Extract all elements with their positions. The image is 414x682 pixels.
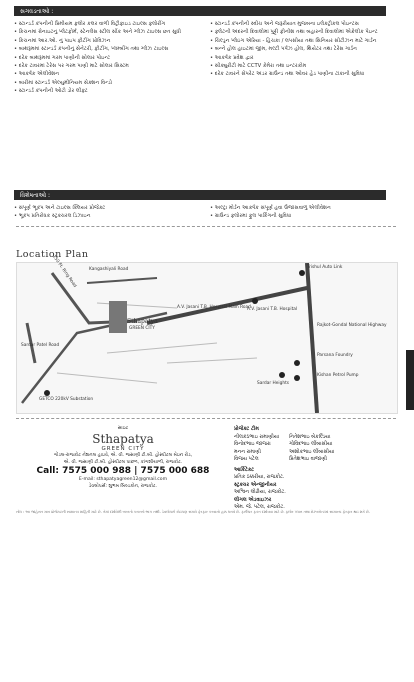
legal: એમ. જે. પટેલ, રાજકોટ.	[234, 504, 285, 510]
amenity-item: • દરેક ટાવરમાં ટેરેસ પર ગરમ પાણી માટે સોલાર સિસ્ટમ	[14, 62, 198, 70]
getco-label: GETCO 220kV Substation	[39, 397, 94, 402]
call-numbers[interactable]: Call: 7575 000 988 | 7575 000 688	[36, 466, 210, 476]
amenity-item: • બારીમાં સ્ટાન્ડર્ડ એલ્યુમીનિયમ સેક્શન વિન્ડો	[14, 79, 198, 87]
project-label: Sthapatya	[127, 318, 158, 325]
address-line-2: એ. વી. જસાણી ટી.બી. હોસ્પીટલ પાછળ, કાંગશીયાળી, રાજકોટ.	[63, 460, 183, 465]
developer: ડેવલોપર્સ: શુભમ બિલ્ડકોન, રાજકોટ.	[88, 484, 158, 489]
amenity-item: • સીક્યુરીટી માટે CCTV કેમેરા તથા ઇન્ટરકોમ	[210, 62, 386, 70]
contact-block	[16, 425, 230, 490]
amenity-item: • દરેક બાથરૂમમાં ગરમ પાણીની સોલાર પોઇન્ટ	[14, 54, 198, 62]
location-plan-title: Location Plan	[16, 249, 89, 260]
features-header: વિશેષતાઓ :	[14, 190, 386, 200]
kishan-label: Kishan Petrol Pump	[317, 373, 359, 378]
team-title: પ્રોજેક્ટ ટીમ	[234, 426, 259, 432]
amenity-item: • બાથરૂમમાં સ્ટાન્ડર્ડ કંપનીનું સેનેટરી, ફીટીંગ, પ્લમ્બીંગ તથા ગ્લેઝ ટાઇલ્સ	[14, 45, 198, 53]
amenity-item: • સ્ટાન્ડર્ડ કંપનીની પ્રિમીયમ ફ્લોર કલર વાળી વિટ્રીફાઇડ ટાઇલ્સ ફ્લોરીંગ	[14, 20, 198, 28]
amenity-item: • દરેક ટાવરને સેપરેટ અંડર ગ્રાઉન્ડ તથા ઓવર હેડ પાણીના ટાંકાની સુવિધા	[210, 70, 386, 78]
team-member: વિનોદભાઇ જાજરા	[234, 441, 271, 447]
team-member: વિજય પટેલ	[234, 456, 259, 462]
amenities-left-list	[14, 20, 198, 96]
features-right-list	[210, 204, 386, 221]
address-line-1: ગોંડલ-રાજકોટ નેશનલ હાઇવે, એ. વી. જસાણી ટી.બી. હોસ્પીટલ મેઇન રોડ,	[53, 453, 193, 458]
amenity-item: • બન્ને હોલ હાઇટમાં જીમ, મલ્ટી પર્પઝ હોલ, થિયેટર તથા ટેરેસ ગાર્ડન	[210, 45, 386, 53]
team-member: ગોવિંદભાઇ લીંબાસીયા	[289, 441, 333, 447]
feature-item: • ગ્રાઉન્ડ ફ્લોરમાં ફુલ પાર્કિંગની સુવિધા	[210, 212, 386, 220]
av-road-label: A.V. Jasani T.B. Hospital Main Road	[177, 305, 251, 310]
amenity-item: • આકર્ષક પ્રવેશ દ્વાર	[210, 54, 386, 62]
trishul-label: Trishul Auto Link	[307, 265, 343, 270]
sardar-road-label: Sardar Patel Road	[21, 343, 60, 348]
disclaimer: નોંધ : આ જાહેરાત માત્ર પ્રોજેક્ટની સામાન્ય માહિતી માટે છે. તેમાં દર્શાવેલી બાબતો કરારનો ભાગ નથી. ડેવલોપર્સ કોઇપણ સમયે ફેરફાર કરવાનો હક્ક ધરાવે છે. ફર્નીચર ફક્ત દર્શાવવા માટે છે. ફ્લોર પ્લાન તથા મેઝરમેન્ટમાં સામાન્ય ફેરફાર થઇ શકે છે.	[16, 510, 371, 514]
team-member: પ્રિતેશભાઇ વાજાણી	[289, 456, 327, 462]
divider	[16, 226, 396, 227]
site-label: સાઇટ	[117, 426, 129, 431]
nh-label: Rajkot-Gondal National Highway	[317, 323, 387, 328]
amenity-item: • આકર્ષક એલીવેશન	[14, 70, 198, 78]
amenities-header: સગવડતાઓ :	[14, 6, 386, 16]
email[interactable]: E-mail: sthapatyagreen12@gmail.com	[78, 477, 168, 482]
parsana-label: Parsana Foundry	[317, 353, 353, 358]
kangashiyali-label: Kangashiyali Road	[89, 267, 129, 272]
amenity-item: • ફ્લેટની અંદરની દિવાલોમાં પુટ્ટી ફીનીશ તથા બહારની દિવાલોમાં એક્રેલીક પેઇન્ટ	[210, 28, 386, 36]
team-block	[234, 426, 394, 512]
divider-2	[16, 418, 396, 419]
legal-title: લીગલ એડવાઇઝર	[234, 496, 272, 503]
team-member: અશોકભાઇ લીંબાસીયા	[289, 448, 335, 455]
team-member: નીલકંઠભાઇ રામાણીયા	[234, 433, 280, 440]
side-tab	[406, 350, 414, 410]
team-right-list	[289, 434, 334, 464]
hospital-label: A.V. Jasani T.B. Hospital	[247, 307, 298, 312]
ring-road-label: 150 Ft. Ring Road	[51, 254, 78, 289]
team-left-list	[234, 434, 279, 464]
project-plot	[109, 301, 127, 333]
amenity-item: • સ્ટાન્ડર્ડ કંપનીની ઓટો ડોર લીફ્ટ	[14, 87, 198, 95]
brand-name: Sthapatya	[92, 432, 154, 446]
amenities-right-list	[210, 20, 386, 79]
team-member: મનન રામાણી	[234, 448, 261, 455]
architect-title: આર્કિટેક્ટ	[234, 466, 254, 473]
feature-item: • અલ્ટ્રા મોર્ડન આકર્ષક સંપૂર્ણ હવા ઉજાસવાળું એલીવેશન	[210, 204, 386, 212]
project-sub-label: GREEN CITY	[129, 326, 155, 331]
team-member: નિતેશભાઇ બેકલ્ડિયા	[289, 433, 331, 440]
structure: અશ્વિન લોઢીયા, રાજકોટ.	[234, 489, 286, 495]
structure-title: સ્ટ્રક્ચર એન્જીનીયર	[234, 481, 277, 488]
amenity-item: • ચિલ્ડ્રન પ્લેઇંગ એરિયા - હિંચકા / લપસીયા તથા સિનિયર સીટીઝન માટે ગાર્ડન	[210, 37, 386, 45]
brand-sub: GREEN CITY	[101, 446, 145, 452]
features-left-list	[14, 204, 198, 221]
architect: પ્રતિક ઠક્કરીયા, રાજકોટ.	[234, 474, 285, 480]
amenity-item: • સ્ટાન્ડર્ડ કંપનીની સ્વીચ અને જરૂરીયાત મુજબના ઇલેક્ટ્રીકલ પોઇન્ટસ	[210, 20, 386, 28]
amenity-item: • કિચનમાં આર.ઓ. નું પાઇપ ફીટીંગ પ્રોવિઝન	[14, 37, 198, 45]
feature-item: • સંપૂર્ણ ભૂકંપ અને ટાઇલ્સ ક્લિયર પ્રોજેક્ટ	[14, 204, 198, 212]
feature-item: • ભૂકંપ પ્રતિરોધક સ્ટ્રક્ચરલ ડિઝાઇન	[14, 212, 198, 220]
heights-label: Sardar Heights	[257, 381, 289, 386]
amenity-item: • કિચનમાં ગ્રેનાઇટનું પ્લેટફોર્મ, સ્ટેનલેસ સ્ટીલ સીંક અને ગ્લેઝ ટાઇલ્સ છત સુધી	[14, 28, 198, 36]
